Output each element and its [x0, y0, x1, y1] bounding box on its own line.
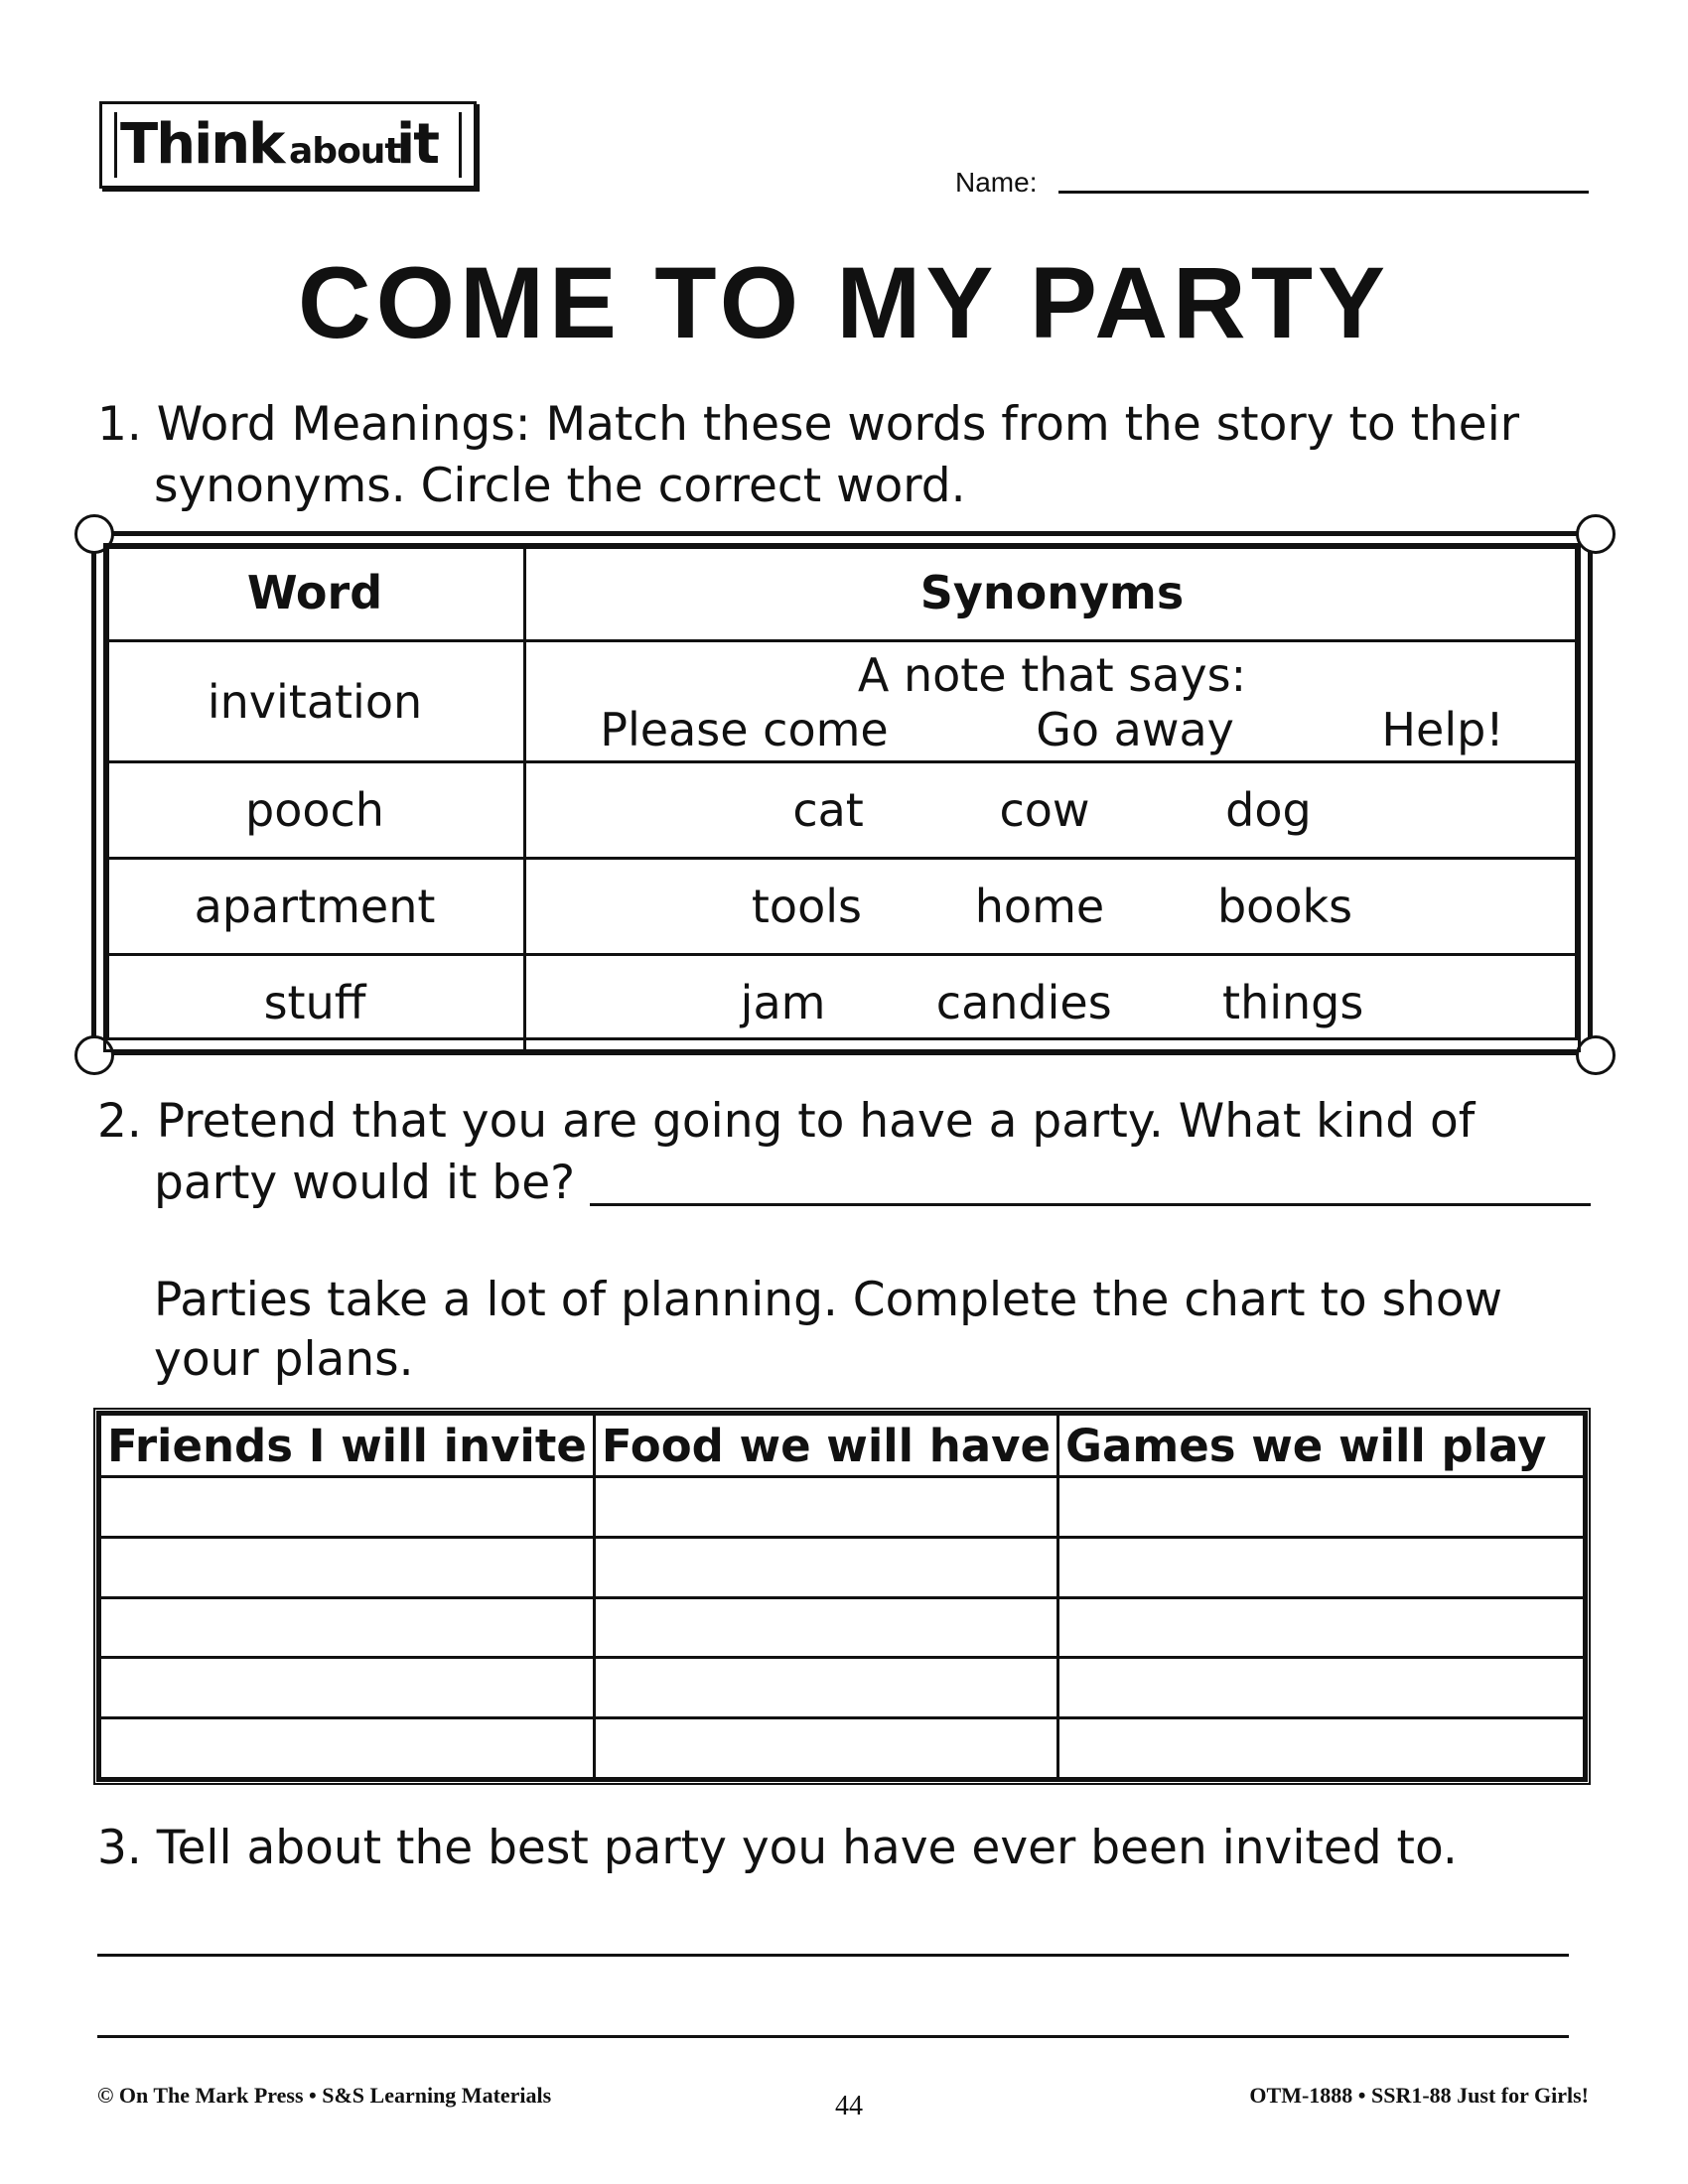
- party-kind-answer-line[interactable]: [590, 1203, 1591, 1206]
- header-games: Games we will play: [1058, 1415, 1585, 1477]
- table-row: [100, 1718, 1585, 1779]
- page-title: COME TO MY PARTY: [297, 246, 1391, 359]
- think-about-it-logo: [99, 101, 477, 189]
- word-cell: pooch: [105, 762, 525, 859]
- table-row: [105, 641, 1580, 762]
- header-word: Word: [105, 545, 525, 641]
- synonym-cell: [525, 955, 1580, 1051]
- synonym-option[interactable]: tools: [751, 880, 862, 933]
- badge-it: it: [396, 112, 438, 177]
- table-row: [100, 1658, 1585, 1718]
- question-3: 3. Tell about the best party you have ever been invited to.: [97, 1821, 1458, 1875]
- table-row: [100, 1477, 1585, 1538]
- party-plan-chart: [93, 1408, 1591, 1785]
- name-field[interactable]: [1058, 191, 1589, 194]
- synonym-option[interactable]: cat: [792, 783, 864, 837]
- answer-line[interactable]: [97, 2035, 1569, 2038]
- table-row: [105, 859, 1580, 955]
- synonym-options: [526, 976, 1578, 1029]
- frame-corner-top-right: [1576, 514, 1616, 554]
- header-friends: Friends I will invite: [100, 1415, 595, 1477]
- synonym-cell: [525, 859, 1580, 955]
- food-cell[interactable]: [594, 1477, 1057, 1538]
- question-2-line-2: party would it be?: [154, 1156, 576, 1210]
- synonym-table-header-row: [105, 545, 1580, 641]
- header-synonyms: Synonyms: [525, 545, 1580, 641]
- synonym-option[interactable]: dog: [1225, 783, 1312, 837]
- party-plan-header-row: [100, 1415, 1585, 1477]
- synonym-option[interactable]: Please come: [600, 702, 889, 756]
- name-label: Name:: [955, 167, 1038, 198]
- friends-cell[interactable]: [100, 1597, 595, 1658]
- synonym-options: [526, 880, 1578, 933]
- word-cell: apartment: [105, 859, 525, 955]
- answer-line[interactable]: [97, 1954, 1569, 1957]
- games-cell[interactable]: [1058, 1597, 1585, 1658]
- food-cell[interactable]: [594, 1537, 1057, 1597]
- question-1-line-2: synonyms. Circle the correct word.: [154, 459, 966, 513]
- badge-about: about: [289, 131, 401, 172]
- synonym-option[interactable]: books: [1216, 880, 1353, 933]
- synonym-cell: [525, 641, 1580, 762]
- games-cell[interactable]: [1058, 1718, 1585, 1779]
- synonym-table: [103, 543, 1581, 1052]
- note-prompt: A note that says:: [857, 647, 1247, 702]
- synonym-options: [526, 703, 1578, 756]
- table-row: [105, 762, 1580, 859]
- question-1-line-1: 1. Word Meanings: Match these words from the story to their: [97, 397, 1520, 452]
- footer-publisher: © On The Mark Press • S&S Learning Materials: [97, 2083, 552, 2108]
- games-cell[interactable]: [1058, 1537, 1585, 1597]
- synonym-options: [526, 783, 1578, 837]
- synonym-option[interactable]: jam: [740, 976, 826, 1029]
- frame-corner-bottom-right: [1576, 1035, 1616, 1075]
- games-cell[interactable]: [1058, 1658, 1585, 1718]
- synonym-option[interactable]: candies: [935, 976, 1112, 1029]
- badge-think: Think: [120, 112, 284, 177]
- question-2-line-1: 2. Pretend that you are going to have a party. What kind of: [97, 1094, 1476, 1149]
- food-cell[interactable]: [594, 1597, 1057, 1658]
- party-plan-table: [98, 1413, 1586, 1780]
- footer-product-code: OTM-1888 • SSR1-88 Just for Girls!: [1249, 2083, 1589, 2108]
- synonym-option[interactable]: cow: [999, 783, 1090, 837]
- planning-instructions: Parties take a lot of planning. Complete the chart to show your plans.: [154, 1273, 1503, 1387]
- friends-cell[interactable]: [100, 1658, 595, 1718]
- friends-cell[interactable]: [100, 1477, 595, 1538]
- synonym-option[interactable]: Help!: [1381, 702, 1504, 756]
- synonym-option[interactable]: Go away: [1036, 702, 1234, 756]
- food-cell[interactable]: [594, 1658, 1057, 1718]
- table-row: [105, 955, 1580, 1051]
- word-cell: stuff: [105, 955, 525, 1051]
- synonym-cell: [525, 762, 1580, 859]
- page-number: 44: [835, 2091, 863, 2121]
- synonym-option[interactable]: things: [1222, 976, 1364, 1029]
- friends-cell[interactable]: [100, 1537, 595, 1597]
- table-row: [100, 1597, 1585, 1658]
- friends-cell[interactable]: [100, 1718, 595, 1779]
- table-row: [100, 1537, 1585, 1597]
- header-food: Food we will have: [594, 1415, 1057, 1477]
- synonym-option[interactable]: home: [974, 880, 1105, 933]
- food-cell[interactable]: [594, 1718, 1057, 1779]
- games-cell[interactable]: [1058, 1477, 1585, 1538]
- word-cell: invitation: [105, 641, 525, 762]
